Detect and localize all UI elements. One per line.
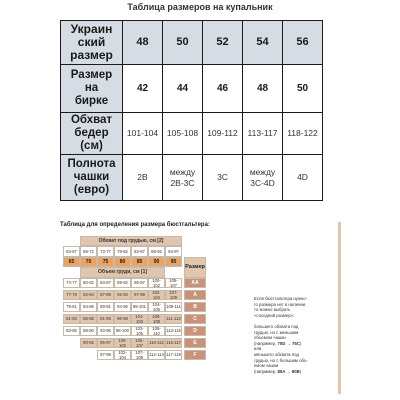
size-note [254,296,332,374]
note-line: грудью, но с меньшим [254,329,299,335]
size-cell-text: 4D [297,172,308,182]
row-header-line: ский [77,35,106,49]
bust-range-cell: 110-112 [148,338,165,348]
bust-range-cell: 107-109 [131,350,148,360]
note-line: то можно выбрать [254,307,291,313]
size-cell [163,155,203,201]
size-cell [283,21,323,65]
size-cell [203,113,243,155]
cup-size-cell: C [184,314,206,324]
bust-range-cell: 111-113 [165,314,182,324]
row-header-line: размер [70,48,113,62]
size-row [61,155,323,201]
note-line: большего обхвата под [254,323,299,329]
bust-range-cell: 101-103 [131,314,148,324]
underbust-range-cell: 73-77 [97,246,114,256]
note-line: грудью, но с большим объ- [254,357,308,363]
note-line: го размера нет в наличии, [254,301,307,307]
bust-range-cell: 102-104 [148,290,165,300]
decorative-bar [338,222,341,394]
size-cell-text: 2B-3C [170,177,195,188]
bra-size-section [60,222,340,394]
bust-range-cell: 109-111 [165,302,182,312]
note-line: меньшего обхвата под [254,351,299,357]
cup-size-cell: A [184,290,206,300]
band-size-cell: 95 [165,257,182,267]
size-cell [243,21,283,65]
bust-range-cell: 102-104 [114,350,131,360]
size-column-header: Размер [184,257,206,278]
size-cell-text: 56 [296,36,309,48]
band-size-cell: 80 [114,257,131,267]
row-header-line: чашки [73,171,110,183]
underbust-range-cell: 68-72 [80,246,97,256]
bust-range-cell: 98-100 [114,326,131,336]
bust-range-cell: 106-108 [148,314,165,324]
cup-size-cell: AA [184,278,206,288]
note-line: объемом чашки [254,335,286,341]
row-header [61,21,123,65]
size-cell [123,113,163,155]
bust-range-cell: 88-90 [80,326,97,336]
band-size-cell: 65 [63,257,80,267]
bust-range-cell: 82-84 [80,290,97,300]
size-cell [243,155,283,201]
cup-size-cell: E [184,338,206,348]
size-cell [123,21,163,65]
note-line: (например, 70D → 75C) [254,340,302,346]
underbust-header: Обхват под грудью, см [2] [80,236,182,246]
bust-range-cell: 91-93 [97,314,114,324]
note-line: (например, 85A → 80B) [254,368,302,374]
band-size-cell: 85 [131,257,148,267]
size-cell [123,65,163,113]
bust-range-cell: 117-119 [165,350,182,360]
bust-range-cell: 84-87 [97,278,114,288]
cup-size-cell: B [184,302,206,312]
row-header-line: (евро) [73,184,110,196]
bust-range-cell: 74-77 [63,278,80,288]
bust-range-cell: 89-92 [114,278,131,288]
row-header [61,65,123,113]
bust-range-cell: 94-96 [114,302,131,312]
size-cell [243,113,283,155]
bust-range-cell: 97-99 [131,290,148,300]
size-row [61,65,323,113]
bust-range-cell: 99-101 [131,302,148,312]
cup-size-cell: F [184,350,206,360]
size-cell [203,155,243,201]
bust-range-cell: 115-117 [165,338,182,348]
bust-range-cell: 87-89 [97,290,114,300]
bust-range-cell: 104-106 [148,302,165,312]
size-cell [283,113,323,155]
band-size-cell: 75 [97,257,114,267]
bust-range-cell: 100-102 [148,278,165,288]
underbust-range-cell: 88-92 [148,246,165,256]
bust-range-cell: 105-107 [165,278,182,288]
bust-range-cell: 83-85 [63,326,80,336]
size-cell [163,21,203,65]
bust-range-cell: 89-91 [97,302,114,312]
size-cell-text: 44 [176,83,189,94]
bust-range-cell: 113-115 [165,326,182,336]
underbust-range-cell: 93-97 [165,246,182,256]
page-title: Таблица размеров на купальник [127,2,273,12]
size-cell [283,65,323,113]
row-header-line: Украин [70,22,113,36]
size-cell [283,155,323,201]
bust-range-cell: 86-88 [80,314,97,324]
size-cell-text: 109-112 [207,128,238,138]
swimsuit-size-table [60,20,323,201]
bust-range-cell: 90-92 [80,338,97,348]
size-row [61,113,323,155]
bust-range-cell: 97-99 [97,350,114,360]
size-cell-text: 2B [137,172,148,182]
size-cell [203,21,243,65]
bust-range-cell: 84-86 [80,302,97,312]
size-cell [243,65,283,113]
row-header-line: (см) [80,140,103,152]
bust-range-cell: 79-81 [63,302,80,312]
underbust-range-cell: 83-87 [131,246,148,256]
size-cell-text: 52 [216,36,229,48]
bust-range-cell: 81-83 [63,314,80,324]
bust-header: Объем груди, см [1] [80,267,165,277]
band-size-cell: 70 [80,257,97,267]
note-line: Если бюстгальтера нужно- [254,296,308,301]
row-header-line: на [84,82,99,94]
note-line: «соседний размер»: [254,312,295,318]
bust-range-cell: 107-109 [165,290,182,300]
bust-range-cell: 100-102 [114,338,131,348]
bust-range-cell: 96-98 [114,314,131,324]
size-cell-text: 48 [136,36,149,48]
bust-range-cell: 108-110 [148,326,165,336]
bust-range-cell: 105-107 [131,338,148,348]
cup-size-cell: D [184,326,206,336]
note-line: емом чашки [254,363,279,369]
size-cell-text: между [169,166,196,177]
bust-range-cell: 77-79 [63,290,80,300]
row-header-line: Размер [70,69,113,81]
bust-range-cell: 103-105 [131,326,148,336]
size-cell-text: 42 [136,83,149,94]
size-cell [163,113,203,155]
underbust-range-cell: 78-82 [114,246,131,256]
size-cell-text: 48 [256,83,269,94]
bust-range-cell: 92-94 [114,290,131,300]
size-cell-text: 113-117 [247,128,278,138]
size-cell [203,65,243,113]
row-header-line: бедер [74,127,109,139]
size-cell-text: 118-122 [287,128,318,138]
size-cell-text: 3C [217,172,228,182]
size-cell-text: 101-104 [126,128,159,138]
size-cell-text: 50 [296,83,309,94]
band-size-cell: 90 [148,257,165,267]
size-cell-text: 46 [216,83,229,94]
size-cell-text: 105-108 [166,128,199,138]
row-header-line: Полнота [67,158,116,170]
size-cell-text: 54 [256,36,269,48]
underbust-range-cell: 63-67 [63,246,80,256]
size-cell-text: 50 [176,36,189,48]
bust-range-cell: 112-114 [148,350,165,360]
row-header-line: Обхват [70,114,113,126]
bust-range-cell: 93-95 [97,326,114,336]
row-header-line: бирке [74,95,109,107]
size-row [61,21,323,65]
row-header [61,155,123,201]
row-header [61,113,123,155]
bust-range-cell: 95-97 [131,278,148,288]
size-cell-text: 3C-4D [250,177,275,188]
note-line: или [254,346,262,352]
bra-table-title: Таблица для определения размера бюстгальтера: [60,222,210,228]
size-cell [123,155,163,201]
bust-range-cell: 80-82 [80,278,97,288]
size-cell-text: между [249,166,276,177]
bust-range-cell: 95-97 [97,338,114,348]
size-cell [163,65,203,113]
